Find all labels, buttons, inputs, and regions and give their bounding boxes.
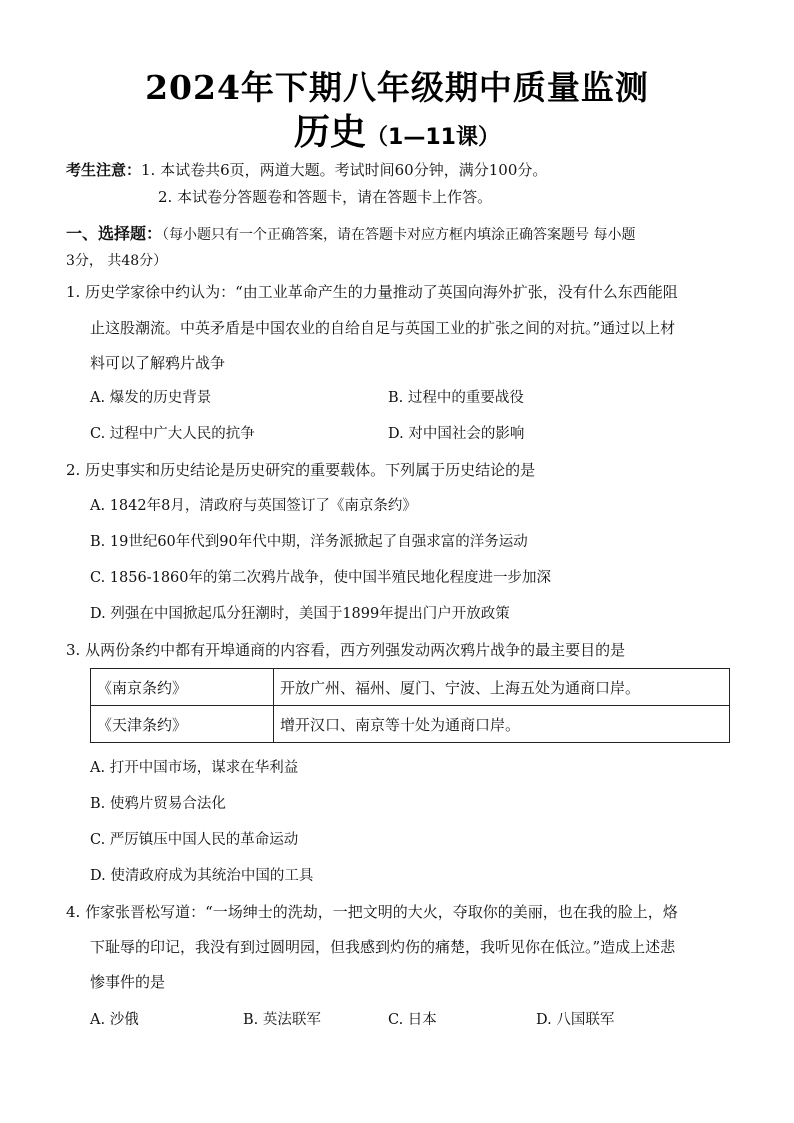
- q1-stem-line-2: 止这股潮流。中英矛盾是中国农业的自给自足与英国工业的扩张之间的对抗。”通过以上材: [90, 319, 676, 337]
- subject-name: 历史: [294, 111, 367, 153]
- treaty-name: 《天津条约》: [91, 706, 274, 743]
- q4-stem-line-3: 惨事件的是: [90, 973, 166, 991]
- notice-line-1: [66, 160, 547, 180]
- q1-option-b: B. 过程中的重要战役: [388, 390, 524, 406]
- treaty-name: 《南京条约》: [91, 669, 274, 706]
- q4-option-d: D. 八国联军: [536, 1012, 615, 1028]
- q2-option-b: B. 19世纪60年代到90年代中期，洋务派掀起了自强求富的洋务运动: [90, 534, 528, 550]
- q1-option-d: D. 对中国社会的影响: [388, 426, 525, 442]
- q3-option-c: C. 严厉镇压中国人民的革命运动: [90, 832, 299, 848]
- q4-option-c: C. 日本: [388, 1012, 437, 1028]
- treaty-table: [90, 668, 730, 743]
- q4-option-b: B. 英法联军: [243, 1012, 321, 1028]
- q3-option-d: D. 使清政府成为其统治中国的工具: [90, 868, 314, 884]
- q1-option-c: C. 过程中广大人民的抗争: [90, 426, 255, 442]
- q4-stem-line-2: 下耻辱的印记，我没有到过圆明园，但我感到灼伤的痛楚，我听见你在低泣。”造成上述悲: [90, 938, 676, 956]
- table-row: [91, 669, 730, 706]
- q4-option-a: A. 沙俄: [90, 1012, 139, 1028]
- q3-option-a: A. 打开中国市场，谋求在华利益: [90, 760, 299, 776]
- q1-option-a: A. 爆发的历史背景: [90, 390, 212, 406]
- q2-stem: 2. 历史事实和历史结论是历史研究的重要载体。下列属于历史结论的是: [66, 461, 536, 479]
- q2-option-a: A. 1842年8月，清政府与英国签订了《南京条约》: [90, 498, 417, 514]
- subject-title: [0, 104, 794, 155]
- notice-item-2: 2. 本试卷分答题卷和答题卡，请在答题卡上作答。: [158, 188, 493, 206]
- treaty-content: 开放广州、福州、厦门、宁波、上海五处为通商口岸。: [274, 669, 730, 706]
- treaty-content: 增开汉口、南京等十处为通商口岸。: [274, 706, 730, 743]
- q2-option-d: D. 列强在中国掀起瓜分狂潮时，美国于1899年提出门户开放政策: [90, 606, 510, 622]
- q1-stem-line-1: 1. 历史学家徐中约认为：“由工业革命产生的力量推动了英国向海外扩张，没有什么东西能阻: [66, 283, 678, 301]
- section-desc: （每小题只有一个正确答案，请在答题卡对应方框内填涂正确答案题号 每小题: [162, 227, 636, 243]
- lesson-scope: （1—11课）: [366, 125, 500, 150]
- section-desc-2: 3分， 共48分）: [66, 253, 168, 269]
- section-heading: 一、选择题：: [66, 224, 163, 243]
- exam-title: 2024年下期八年级期中质量监测: [145, 68, 649, 107]
- section-heading-line: [66, 224, 635, 245]
- q2-option-c: C. 1856-1860年的第二次鸦片战争，使中国半殖民地化程度进一步加深: [90, 570, 551, 586]
- notice-item-1: 1. 本试卷共6页，两道大题。考试时间60分钟，满分100分。: [141, 161, 548, 179]
- q1-stem-line-3: 料可以了解鸦片战争: [90, 354, 226, 372]
- q3-option-b: B. 使鸦片贸易合法化: [90, 796, 226, 812]
- table-row: [91, 706, 730, 743]
- q3-stem: 3. 从两份条约中都有开埠通商的内容看，西方列强发动两次鸦片战争的最主要目的是: [66, 641, 626, 659]
- q4-stem-line-1: 4. 作家张晋松写道：“一场绅士的洗劫，一把文明的大火，夺取你的美丽，也在我的脸上，烙: [66, 903, 678, 921]
- notice-label: 考生注意：: [66, 161, 142, 179]
